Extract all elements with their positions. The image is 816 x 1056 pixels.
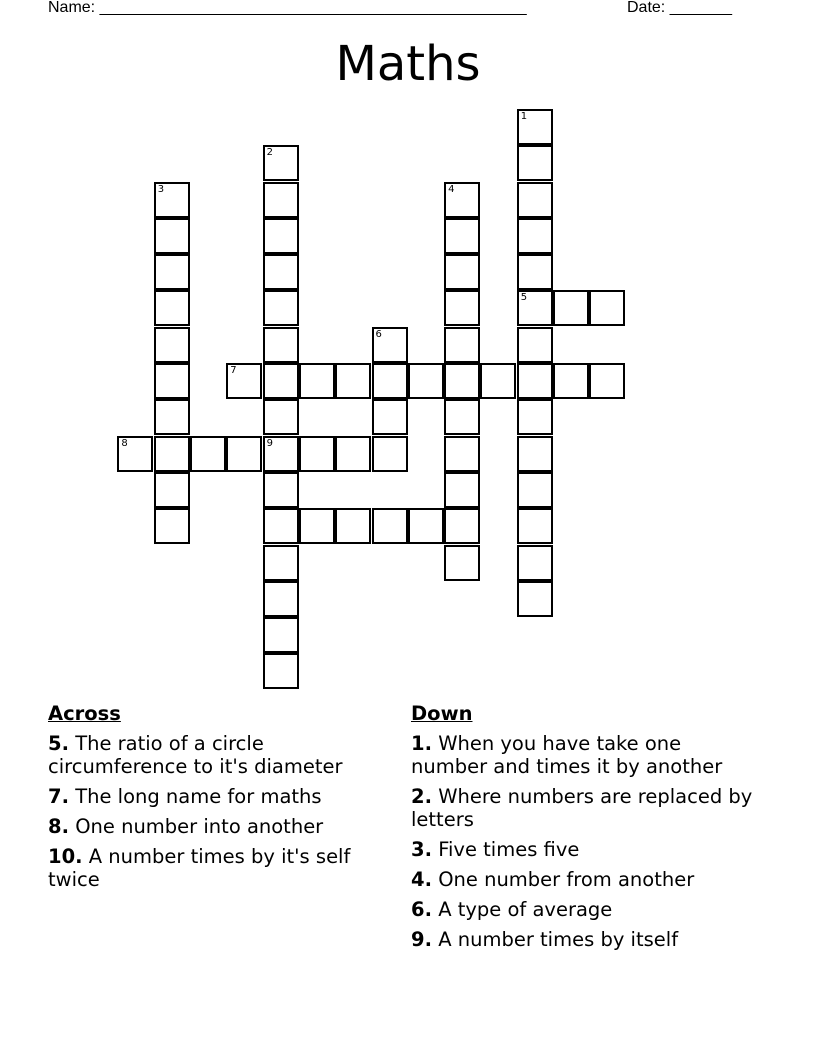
grid-cell[interactable] xyxy=(517,290,553,326)
grid-cell[interactable] xyxy=(517,254,553,290)
clue-text: Five times five xyxy=(438,838,580,861)
clue-number: 9. xyxy=(411,928,432,951)
grid-cell[interactable] xyxy=(263,653,299,689)
grid-cell[interactable] xyxy=(154,436,190,472)
clue-number: 2. xyxy=(411,785,432,808)
clue-across-5 xyxy=(48,732,398,778)
grid-cell[interactable] xyxy=(154,218,190,254)
down-heading: Down xyxy=(411,702,473,725)
grid-cell[interactable] xyxy=(263,218,299,254)
clue-number-label: 4 xyxy=(448,183,455,195)
grid-cell[interactable] xyxy=(154,290,190,326)
clue-text: When you have take one number and times it by another xyxy=(411,732,723,778)
grid-cell[interactable] xyxy=(299,508,335,544)
clue-down-3 xyxy=(411,838,761,861)
grid-cell[interactable] xyxy=(154,508,190,544)
grid-cell[interactable] xyxy=(589,363,625,399)
grid-cell[interactable] xyxy=(263,145,299,181)
grid-cell[interactable] xyxy=(154,472,190,508)
clue-down-9 xyxy=(411,928,761,951)
grid-cell[interactable] xyxy=(444,182,480,218)
across-clues xyxy=(48,702,398,898)
grid-cell[interactable] xyxy=(408,363,444,399)
clue-down-2 xyxy=(411,785,761,831)
grid-cell[interactable] xyxy=(263,290,299,326)
grid-cell[interactable] xyxy=(517,327,553,363)
header xyxy=(48,0,768,21)
grid-cell[interactable] xyxy=(444,290,480,326)
clue-down-1 xyxy=(411,732,761,778)
clue-number-label: 1 xyxy=(520,110,528,122)
clue-text: One number into another xyxy=(75,815,324,838)
grid-cell[interactable] xyxy=(263,363,299,399)
grid-cell[interactable] xyxy=(154,363,190,399)
clue-across-7 xyxy=(48,785,398,808)
across-heading: Across xyxy=(48,702,121,725)
down-clues xyxy=(411,702,761,958)
grid-cell[interactable] xyxy=(444,327,480,363)
grid-cell[interactable] xyxy=(517,182,553,218)
grid-cell[interactable] xyxy=(444,363,480,399)
clue-across-10 xyxy=(48,845,398,891)
date-field-label[interactable]: Date: _______ xyxy=(627,0,732,16)
clue-number: 4. xyxy=(411,868,432,891)
grid-cell[interactable] xyxy=(517,145,553,181)
grid-cell[interactable] xyxy=(299,363,335,399)
grid-cell[interactable] xyxy=(372,327,408,363)
clue-text: A type of average xyxy=(438,898,613,921)
grid-cell[interactable] xyxy=(480,363,516,399)
clue-number: 1. xyxy=(411,732,432,755)
grid-cell[interactable] xyxy=(190,436,226,472)
grid-cell[interactable] xyxy=(444,545,480,581)
grid-cell[interactable] xyxy=(444,436,480,472)
grid-cell[interactable] xyxy=(335,363,371,399)
grid-cell[interactable] xyxy=(444,254,480,290)
clue-down-6 xyxy=(411,898,761,921)
grid-cell[interactable] xyxy=(517,218,553,254)
clue-number: 10. xyxy=(48,845,83,868)
grid-cell[interactable] xyxy=(517,581,553,617)
grid-cell[interactable] xyxy=(553,363,589,399)
clue-text: A number times by it's self twice xyxy=(48,845,351,891)
grid-cell[interactable] xyxy=(226,363,262,399)
grid-cell[interactable] xyxy=(154,399,190,435)
grid-cell[interactable] xyxy=(444,218,480,254)
grid-cell[interactable] xyxy=(517,472,553,508)
grid-cell[interactable] xyxy=(517,363,553,399)
grid-cell[interactable] xyxy=(553,290,589,326)
grid-cell[interactable] xyxy=(154,327,190,363)
clue-number: 6. xyxy=(411,898,432,921)
grid-cell[interactable] xyxy=(263,617,299,653)
clue-number: 3. xyxy=(411,838,432,861)
clue-across-8 xyxy=(48,815,398,838)
clue-number-label: 3 xyxy=(157,183,165,195)
grid-cell[interactable] xyxy=(263,436,299,472)
clue-text: Where numbers are replaced by letters xyxy=(411,785,753,831)
clue-number: 8. xyxy=(48,815,69,838)
grid-cell[interactable] xyxy=(263,581,299,617)
name-field-label[interactable]: Name: ________________________________________________ xyxy=(48,0,527,16)
clue-text: A number times by itself xyxy=(438,928,679,951)
grid-cell[interactable] xyxy=(263,254,299,290)
clue-number-label: 2 xyxy=(266,147,273,159)
clue-text: One number from another xyxy=(438,868,695,891)
clue-text: The ratio of a circle circumference to it's diameter xyxy=(48,732,343,778)
grid-cell[interactable] xyxy=(372,399,408,435)
grid-cell[interactable] xyxy=(299,436,335,472)
grid-cell[interactable] xyxy=(154,182,190,218)
clue-number: 5. xyxy=(48,732,69,755)
grid-cell[interactable] xyxy=(372,363,408,399)
grid-cell[interactable] xyxy=(517,545,553,581)
clue-number-label: 6 xyxy=(375,328,382,340)
grid-cell[interactable] xyxy=(444,399,480,435)
grid-cell[interactable] xyxy=(117,436,153,472)
grid-cell[interactable] xyxy=(263,182,299,218)
grid-cell[interactable] xyxy=(335,436,371,472)
grid-cell[interactable] xyxy=(263,327,299,363)
grid-cell[interactable] xyxy=(263,508,299,544)
grid-cell[interactable] xyxy=(263,472,299,508)
grid-cell[interactable] xyxy=(517,436,553,472)
clue-down-4 xyxy=(411,868,761,891)
grid-cell[interactable] xyxy=(589,290,625,326)
clue-number-label: 8 xyxy=(121,437,128,449)
grid-cell[interactable] xyxy=(517,109,553,145)
grid-cell[interactable] xyxy=(335,508,371,544)
grid-cell[interactable] xyxy=(226,436,262,472)
page-title: Maths xyxy=(335,36,481,92)
grid-cell[interactable] xyxy=(517,399,553,435)
grid-cell[interactable] xyxy=(263,399,299,435)
clue-number-label: 9 xyxy=(266,437,273,449)
grid-cell[interactable] xyxy=(444,508,480,544)
clue-number-label: 7 xyxy=(230,365,237,376)
grid-cell[interactable] xyxy=(372,508,408,544)
grid-cell[interactable] xyxy=(154,254,190,290)
clue-text: The long name for maths xyxy=(75,785,322,808)
grid-cell[interactable] xyxy=(517,508,553,544)
grid-cell[interactable] xyxy=(263,545,299,581)
clue-number: 7. xyxy=(48,785,69,808)
grid-cell[interactable] xyxy=(372,436,408,472)
clue-number-label: 5 xyxy=(520,292,528,304)
grid-cell[interactable] xyxy=(444,472,480,508)
grid-cell[interactable] xyxy=(408,508,444,544)
